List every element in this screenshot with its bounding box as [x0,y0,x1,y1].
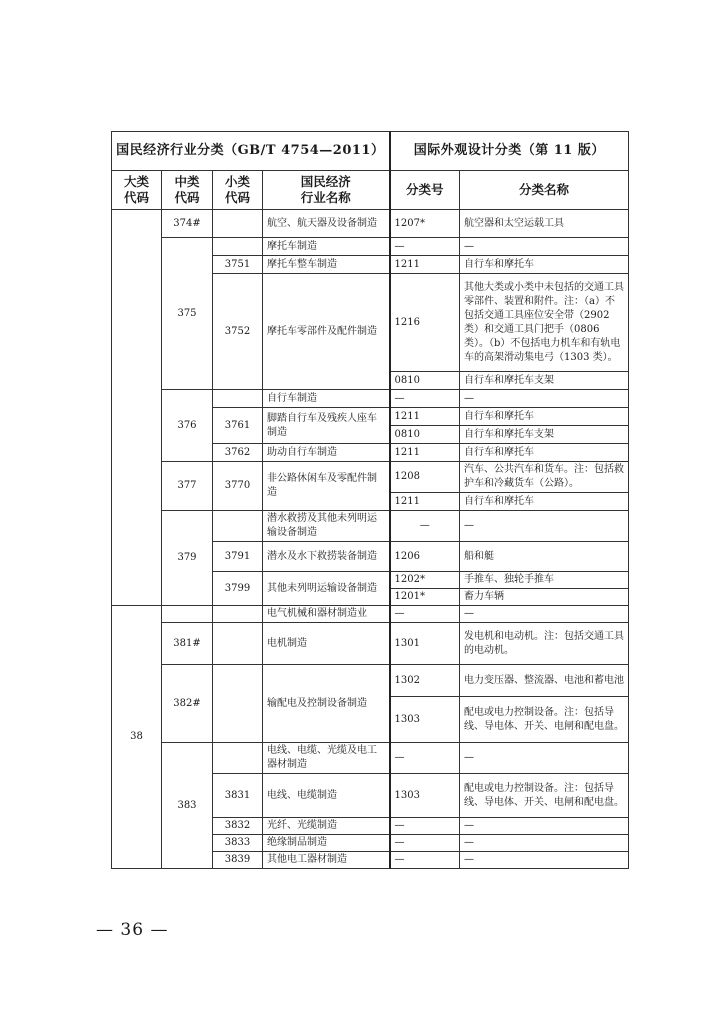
table-row [112,238,629,256]
minor-code-cell: 3799 [213,572,263,606]
class-name-cell: — [460,835,629,852]
page-number: — 36 — [96,920,169,940]
middle-code-cell: 377 [162,462,213,511]
industry-name-cell: 自行车制造 [263,390,390,408]
industry-name-cell: 其他未列明运输设备制造 [263,572,390,606]
header-class-name: 分类名称 [460,171,629,210]
class-name-cell: 电力变压器、整流器、电池和蓄电池 [460,665,629,697]
minor-code-cell [213,623,263,665]
class-name-cell: — [460,390,629,408]
class-name-cell: 配电或电力控制设备。注：包括导线、导电体、开关、电闸和配电盘。 [460,774,629,818]
header-industry-name: 国民经济 行业名称 [263,171,390,210]
minor-code-cell: 3833 [213,835,263,852]
middle-code-cell: 382# [162,665,213,743]
table-header-row [112,171,629,210]
minor-code-cell [213,238,263,256]
header-major-code: 大类 代码 [112,171,162,210]
minor-code-cell: 3762 [213,444,263,462]
middle-code-cell: 383 [162,743,213,869]
industry-name-cell: 航空、航天器及设备制造 [263,210,390,238]
left-title: 国民经济行业分类（GB/T 4754—2011） [112,132,390,171]
industry-name-cell: 输配电及控制设备制造 [263,665,390,743]
class-name-cell: — [460,743,629,774]
industry-name-cell: 光纤、光缆制造 [263,818,390,835]
class-no-cell: — [390,835,460,852]
industry-name-cell: 摩托车零部件及配件制造 [263,274,390,390]
table-row [112,665,629,697]
class-no-cell: 1302 [390,665,460,697]
class-name-cell: 自行车和摩托车支架 [460,426,629,444]
class-no-cell: 1211 [390,408,460,426]
class-no-cell: — [390,852,460,869]
class-name-cell: 其他大类或小类中未包括的交通工具零部件、装置和附件。注：（a）不包括交通工具座位安全带（2902 类）和交通工具门把手（0806 类）。（b）不包括电力机车和有轨电车的高架滑动集电弓（1303 类）。 [460,274,629,372]
class-name-cell: — [460,818,629,835]
industry-name-cell: 电线、电缆、光缆及电工器材制造 [263,743,390,774]
class-no-cell: 1211 [390,444,460,462]
class-name-cell: 汽车、公共汽车和货车。注：包括救护车和冷藏货车（公路）。 [460,462,629,493]
minor-code-cell [213,210,263,238]
middle-code-cell [162,606,213,623]
table-row [112,606,629,623]
middle-code-cell: 375 [162,238,213,390]
industry-name-cell: 摩托车制造 [263,238,390,256]
class-name-cell: 畜力车辆 [460,589,629,606]
class-name-cell: 自行车和摩托车 [460,493,629,511]
class-no-cell: 1211 [390,493,460,511]
minor-code-cell: 3839 [213,852,263,869]
class-no-cell: 0810 [390,426,460,444]
class-name-cell: 手推车、独轮手推车 [460,572,629,589]
table-row [112,511,629,542]
middle-code-cell: 379 [162,511,213,606]
class-no-cell: — [390,238,460,256]
minor-code-cell: 3791 [213,542,263,572]
classification-table [111,131,629,869]
table-row [112,210,629,238]
class-name-cell: — [460,852,629,869]
class-no-cell: — [390,606,460,623]
right-title: 国际外观设计分类（第 11 版） [390,132,629,171]
class-no-cell: — [390,818,460,835]
class-no-cell: — [390,390,460,408]
class-name-cell: 自行车和摩托车 [460,444,629,462]
class-name-cell: — [460,606,629,623]
class-no-cell: 1207* [390,210,460,238]
class-no-cell: 1208 [390,462,460,493]
major-code-cell: 38 [112,606,162,869]
minor-code-cell [213,390,263,408]
table-row [112,390,629,408]
minor-code-cell [213,665,263,743]
class-no-cell: 1202* [390,572,460,589]
table-row [112,462,629,493]
class-no-cell: 1216 [390,274,460,372]
industry-name-cell: 电气机械和器材制造业 [263,606,390,623]
minor-code-cell: 3752 [213,274,263,390]
header-minor-code: 小类 代码 [213,171,263,210]
class-name-cell: — [460,238,629,256]
class-name-cell: 航空器和太空运载工具 [460,210,629,238]
minor-code-cell: 3761 [213,408,263,444]
industry-name-cell: 潜水救捞及其他未列明运输设备制造 [263,511,390,542]
major-code-cell [112,210,162,606]
minor-code-cell [213,743,263,774]
class-no-cell: — [390,743,460,774]
class-no-cell: 1211 [390,256,460,274]
class-name-cell: 自行车和摩托车 [460,256,629,274]
minor-code-cell: 3831 [213,774,263,818]
industry-name-cell: 助动自行车制造 [263,444,390,462]
minor-code-cell: 3770 [213,462,263,511]
industry-name-cell: 其他电工器材制造 [263,852,390,869]
industry-name-cell: 脚踏自行车及残疾人座车制造 [263,408,390,444]
class-name-cell: 自行车和摩托车支架 [460,372,629,390]
industry-name-cell: 摩托车整车制造 [263,256,390,274]
minor-code-cell: 3832 [213,818,263,835]
industry-name-cell: 潜水及水下救捞装备制造 [263,542,390,572]
table-title-row [112,132,629,171]
minor-code-cell: 3751 [213,256,263,274]
table-row [112,623,629,665]
middle-code-cell: 374# [162,210,213,238]
class-name-cell: 自行车和摩托车 [460,408,629,426]
class-name-cell: — [460,511,629,542]
class-name-cell: 船和艇 [460,542,629,572]
industry-name-cell: 电机制造 [263,623,390,665]
table-row [112,743,629,774]
minor-code-cell [213,606,263,623]
middle-code-cell: 376 [162,390,213,462]
industry-name-cell: 非公路休闲车及零配件制造 [263,462,390,511]
middle-code-cell: 381# [162,623,213,665]
minor-code-cell [213,511,263,542]
class-name-cell: 配电或电力控制设备。注：包括导线、导电体、开关、电闸和配电盘。 [460,697,629,743]
class-no-cell: 1303 [390,697,460,743]
industry-name-cell: 电线、电缆制造 [263,774,390,818]
class-no-cell: 1201* [390,589,460,606]
class-no-cell: 0810 [390,372,460,390]
class-name-cell: 发电机和电动机。注：包括交通工具的电动机。 [460,623,629,665]
class-no-cell: — [390,511,460,542]
class-no-cell: 1301 [390,623,460,665]
class-no-cell: 1206 [390,542,460,572]
class-no-cell: 1303 [390,774,460,818]
header-middle-code: 中类 代码 [162,171,213,210]
industry-name-cell: 绝缘制品制造 [263,835,390,852]
header-class-no: 分类号 [390,171,460,210]
